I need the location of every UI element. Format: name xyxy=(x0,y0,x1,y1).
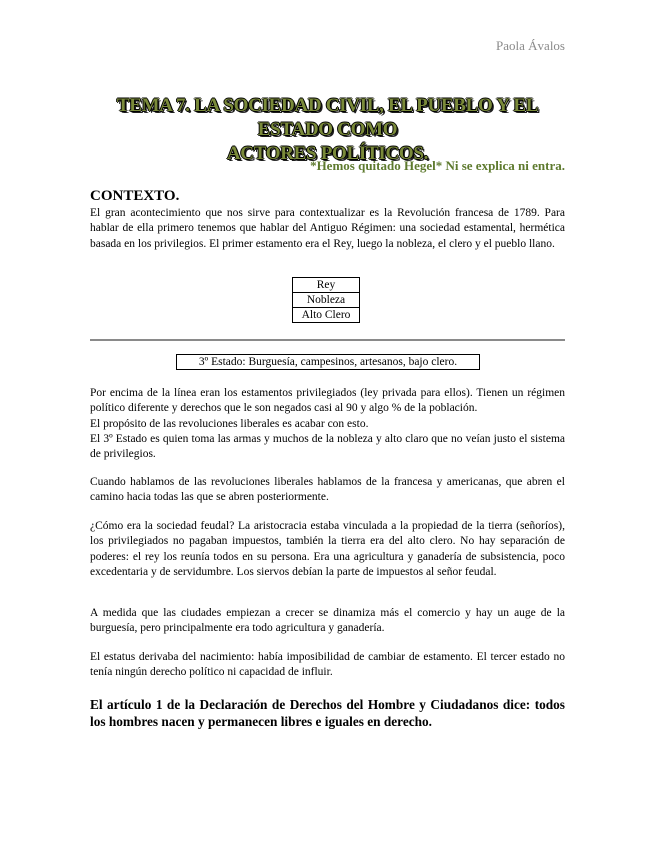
paragraph-line: El 3º Estado es quien toma las armas y muchos de la nobleza y alto claro que no veían justo el sistema de privilegios. xyxy=(90,432,565,461)
table-cell: Rey xyxy=(293,278,360,293)
table-row xyxy=(293,278,360,293)
paragraph-feudal-society: ¿Cómo era la sociedad feudal? La aristocracia estaba vinculada a la propiedad de la tierra (señoríos), los privilegiados no pagaban impuestos, también la tierra era del alto clero. No hay separación de poderes: el rey los reunía todos en su persona. Era una agricultura y ganadería de subsistencia, poco excedentaria y de servidumbre. Los siervos debían la parte de impuestos al señor feudal. xyxy=(90,520,565,578)
paragraph-privileges xyxy=(90,386,565,462)
title-line-1: TEMA 7. LA SOCIEDAD CIVIL, EL PUEBLO Y EL ESTADO COMO xyxy=(116,95,539,140)
table-cell: Nobleza xyxy=(293,293,360,308)
privilege-divider-line xyxy=(90,339,565,341)
section-heading: CONTEXTO. xyxy=(90,188,180,204)
paragraph-revolutions: Cuando hablamos de las revoluciones liberales hablamos de la francesa y americanas, que abren el camino hacia todas las que se abren posteriormente. xyxy=(90,476,565,504)
subtitle-note: *Hemos quitado Hegel* Ni se explica ni entra. xyxy=(310,158,565,173)
paragraph-declaration: El artículo 1 de la Declaración de Derechos del Hombre y Ciudadanos dice: todos los hombres nacen y permanecen libres e iguales en derecho. xyxy=(90,697,565,729)
header-author: Paola Ávalos xyxy=(496,38,565,53)
table-cell: Alto Clero xyxy=(293,308,360,323)
third-estate-box: 3º Estado: Burguesía, campesinos, artesanos, bajo clero. xyxy=(176,354,480,370)
paragraph-line: El propósito de las revoluciones liberales es acabar con esto. xyxy=(90,417,369,430)
paragraph-context: El gran acontecimiento que nos sirve para contextualizar es la Revolución francesa de 1789. Para hablar de ella primero tenemos que hablar del Antiguo Régimen: una sociedad estamental, hermética basada en los privilegios. El primer estamento era el Rey, luego la nobleza, el clero y el pueblo llano. xyxy=(90,207,565,250)
table-row xyxy=(293,308,360,323)
title-line-2: ACTORES POLÍTICOS. xyxy=(226,143,429,164)
paragraph-line: Por encima de la línea eran los estamentos privilegiados (ley privada para ellos). Tienen un régimen político diferente y derechos que le son negados casi al 90 y algo % de la población. xyxy=(90,387,565,415)
estates-table xyxy=(292,277,360,323)
paragraph-cities: A medida que las ciudades empiezan a crecer se dinamiza más el comercio y hay un auge de la burguesía, pero principalmente era todo agricultura y ganadería. xyxy=(90,607,565,635)
table-row xyxy=(293,293,360,308)
paragraph-status: El estatus derivaba del nacimiento: había imposibilidad de cambiar de estamento. El tercer estado no tenía ningún derecho político ni capacidad de influir. xyxy=(90,651,565,679)
page-title xyxy=(90,94,565,166)
